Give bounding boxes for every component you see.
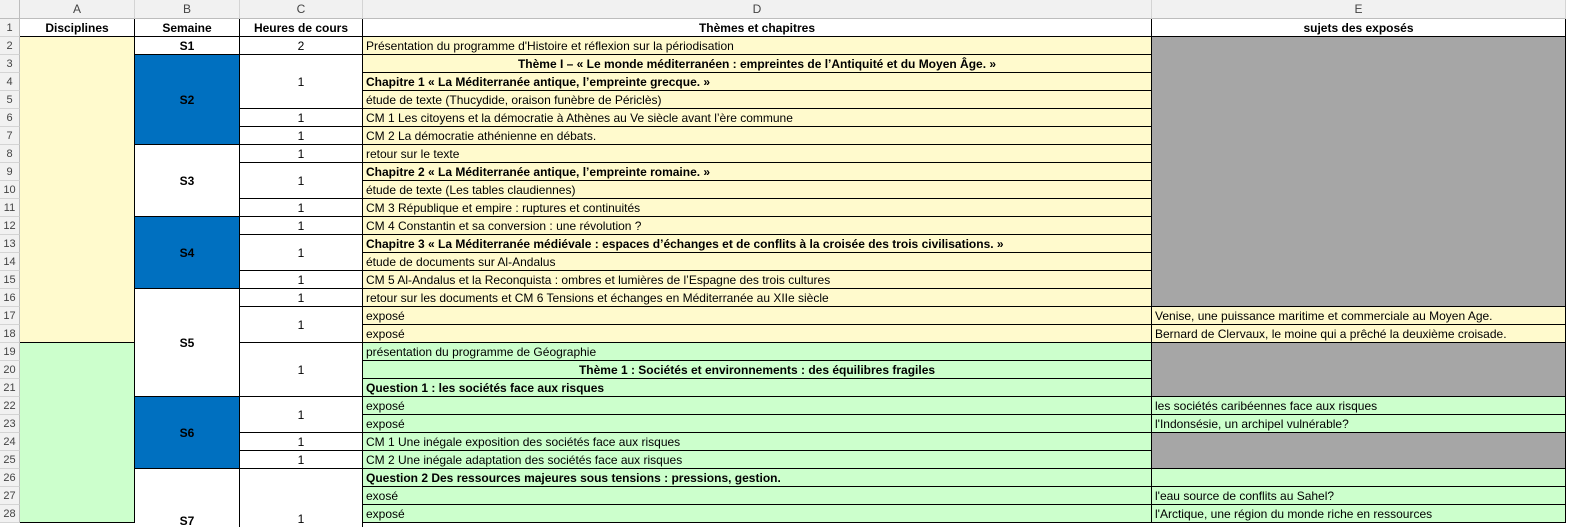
row-header-9[interactable]: 9 [0,163,20,181]
heures-cell-row-3[interactable]: 1 [240,55,363,109]
sujet-cell-row-22[interactable]: les sociétés caribéennes face aux risques [1152,397,1566,415]
row-header-27[interactable]: 27 [0,487,20,505]
theme-cell-row-9[interactable]: Chapitre 2 « La Méditerranée antique, l’empreinte romaine. » [363,163,1152,181]
theme-cell-row-16[interactable]: retour sur les documents et CM 6 Tensions et échanges en Méditerranée au XIIe siècle [363,289,1152,307]
theme-cell-row-3[interactable]: Thème I – « Le monde méditerranéen : empreintes de l’Antiquité et du Moyen Âge. » [363,55,1152,73]
row-header-6[interactable]: 6 [0,109,20,127]
heures-cell-row-2[interactable]: 2 [240,37,363,55]
row-header-8[interactable]: 8 [0,145,20,163]
semaine-cell-s5[interactable]: S5 [135,289,240,397]
theme-cell-row-10[interactable]: étude de texte (Les tables claudiennes) [363,181,1152,199]
theme-cell-row-15[interactable]: CM 5 Al-Andalus et la Reconquista : ombres et lumières de l’Espagne des trois cultures [363,271,1152,289]
column-header-a[interactable]: A [20,0,135,19]
discipline-geographie-cell[interactable] [20,343,135,523]
header-themes[interactable]: Thèmes et chapitres [363,19,1152,37]
row-header-16[interactable]: 16 [0,289,20,307]
sujets-empty-block[interactable] [1152,343,1566,397]
column-header-d[interactable]: D [363,0,1152,19]
heures-cell-row-24[interactable]: 1 [240,433,363,451]
heures-cell-row-15[interactable]: 1 [240,271,363,289]
theme-cell-row-13[interactable]: Chapitre 3 « La Méditerranée médiévale : espaces d’échanges et de conflits à la croisée des trois civilisations. » [363,235,1152,253]
heures-cell-row-9[interactable]: 1 [240,163,363,199]
semaine-cell-s7[interactable]: S7 [135,469,240,527]
heures-cell-row-13[interactable]: 1 [240,235,363,271]
semaine-cell-s3[interactable]: S3 [135,145,240,217]
theme-cell-row-20[interactable]: Thème 1 : Sociétés et environnements : des équilibres fragiles [363,361,1152,379]
row-header-28[interactable]: 28 [0,505,20,523]
row-header-25[interactable]: 25 [0,451,20,469]
row-header-5[interactable]: 5 [0,91,20,109]
row-header-13[interactable]: 13 [0,235,20,253]
sujets-empty-block[interactable] [1152,433,1566,469]
row-header-15[interactable]: 15 [0,271,20,289]
sujet-cell-row-17[interactable]: Venise, une puissance maritime et commerciale au Moyen Age. [1152,307,1566,325]
heures-cell-row-17[interactable]: 1 [240,307,363,343]
theme-cell-row-23[interactable]: exposé [363,415,1152,433]
sujets-empty-block[interactable] [1152,37,1566,307]
sujet-cell-row-27[interactable]: l'eau source de conflits au Sahel? [1152,487,1566,505]
row-header-14[interactable]: 14 [0,253,20,271]
heures-cell-row-25[interactable]: 1 [240,451,363,469]
row-header-4[interactable]: 4 [0,73,20,91]
select-all-corner[interactable] [0,0,20,19]
theme-cell-row-14[interactable]: étude de documents sur Al-Andalus [363,253,1152,271]
heures-cell-row-26[interactable]: 1 [240,469,363,527]
semaine-cell-s6[interactable]: S6 [135,397,240,469]
row-header-26[interactable]: 26 [0,469,20,487]
theme-cell-row-5[interactable]: étude de texte (Thucydide, oraison funèbre de Périclès) [363,91,1152,109]
header-heures[interactable]: Heures de cours [240,19,363,37]
heures-cell-row-16[interactable]: 1 [240,289,363,307]
semaine-cell-s2[interactable]: S2 [135,55,240,145]
row-header-2[interactable]: 2 [0,37,20,55]
theme-cell-row-27[interactable]: exosé [363,487,1152,505]
header-semaine[interactable]: Semaine [135,19,240,37]
theme-cell-row-2[interactable]: Présentation du programme d'Histoire et réflexion sur la périodisation [363,37,1152,55]
row-header-17[interactable]: 17 [0,307,20,325]
row-header-20[interactable]: 20 [0,361,20,379]
row-header-3[interactable]: 3 [0,55,20,73]
heures-cell-row-22[interactable]: 1 [240,397,363,433]
theme-cell-row-28[interactable]: exposé [363,505,1152,523]
theme-cell-row-17[interactable]: exposé [363,307,1152,325]
discipline-histoire-cell[interactable] [20,37,135,343]
semaine-cell-s4[interactable]: S4 [135,217,240,289]
theme-cell-row-21[interactable]: Question 1 : les sociétés face aux risques [363,379,1152,397]
theme-cell-row-12[interactable]: CM 4 Constantin et sa conversion : une révolution ? [363,217,1152,235]
theme-cell-row-18[interactable]: exposé [363,325,1152,343]
theme-cell-row-19[interactable]: présentation du programme de Géographie [363,343,1152,361]
theme-cell-row-4[interactable]: Chapitre 1 « La Méditerranée antique, l’empreinte grecque. » [363,73,1152,91]
column-header-e[interactable]: E [1152,0,1566,19]
heures-cell-row-12[interactable]: 1 [240,217,363,235]
theme-cell-row-6[interactable]: CM 1 Les citoyens et la démocratie à Athènes au Ve siècle avant l’ère commune [363,109,1152,127]
sujet-cell-row-23[interactable]: l'Indonsésie, un archipel vulnérable? [1152,415,1566,433]
heures-cell-row-7[interactable]: 1 [240,127,363,145]
theme-cell-row-26[interactable]: Question 2 Des ressources majeures sous tensions : pressions, gestion. [363,469,1152,487]
header-disciplines[interactable]: Disciplines [20,19,135,37]
theme-cell-row-8[interactable]: retour sur le texte [363,145,1152,163]
row-header-10[interactable]: 10 [0,181,20,199]
theme-cell-row-7[interactable]: CM 2 La démocratie athénienne en débats. [363,127,1152,145]
row-header-24[interactable]: 24 [0,433,20,451]
heures-cell-row-19[interactable]: 1 [240,343,363,397]
row-header-18[interactable]: 18 [0,325,20,343]
theme-cell-row-25[interactable]: CM 2 Une inégale adaptation des sociétés face aux risques [363,451,1152,469]
row-header-23[interactable]: 23 [0,415,20,433]
row-header-1[interactable]: 1 [0,19,20,37]
header-sujets[interactable]: sujets des exposés [1152,19,1566,37]
sujet-cell-row-28[interactable]: l'Arctique, une région du monde riche en ressources [1152,505,1566,523]
theme-cell-row-22[interactable]: exposé [363,397,1152,415]
row-header-11[interactable]: 11 [0,199,20,217]
row-header-22[interactable]: 22 [0,397,20,415]
theme-cell-row-24[interactable]: CM 1 Une inégale exposition des sociétés face aux risques [363,433,1152,451]
heures-cell-row-6[interactable]: 1 [240,109,363,127]
heures-cell-row-8[interactable]: 1 [240,145,363,163]
theme-cell-row-11[interactable]: CM 3 République et empire : ruptures et continuités [363,199,1152,217]
row-header-12[interactable]: 12 [0,217,20,235]
sujet-cell-row-18[interactable]: Bernard de Clervaux, le moine qui a prêché la deuxième croisade. [1152,325,1566,343]
column-header-c[interactable]: C [240,0,363,19]
heures-cell-row-11[interactable]: 1 [240,199,363,217]
row-header-21[interactable]: 21 [0,379,20,397]
column-header-b[interactable]: B [135,0,240,19]
row-header-7[interactable]: 7 [0,127,20,145]
row-header-19[interactable]: 19 [0,343,20,361]
semaine-cell-s1[interactable]: S1 [135,37,240,55]
sujet-cell-row-26[interactable] [1152,469,1566,487]
